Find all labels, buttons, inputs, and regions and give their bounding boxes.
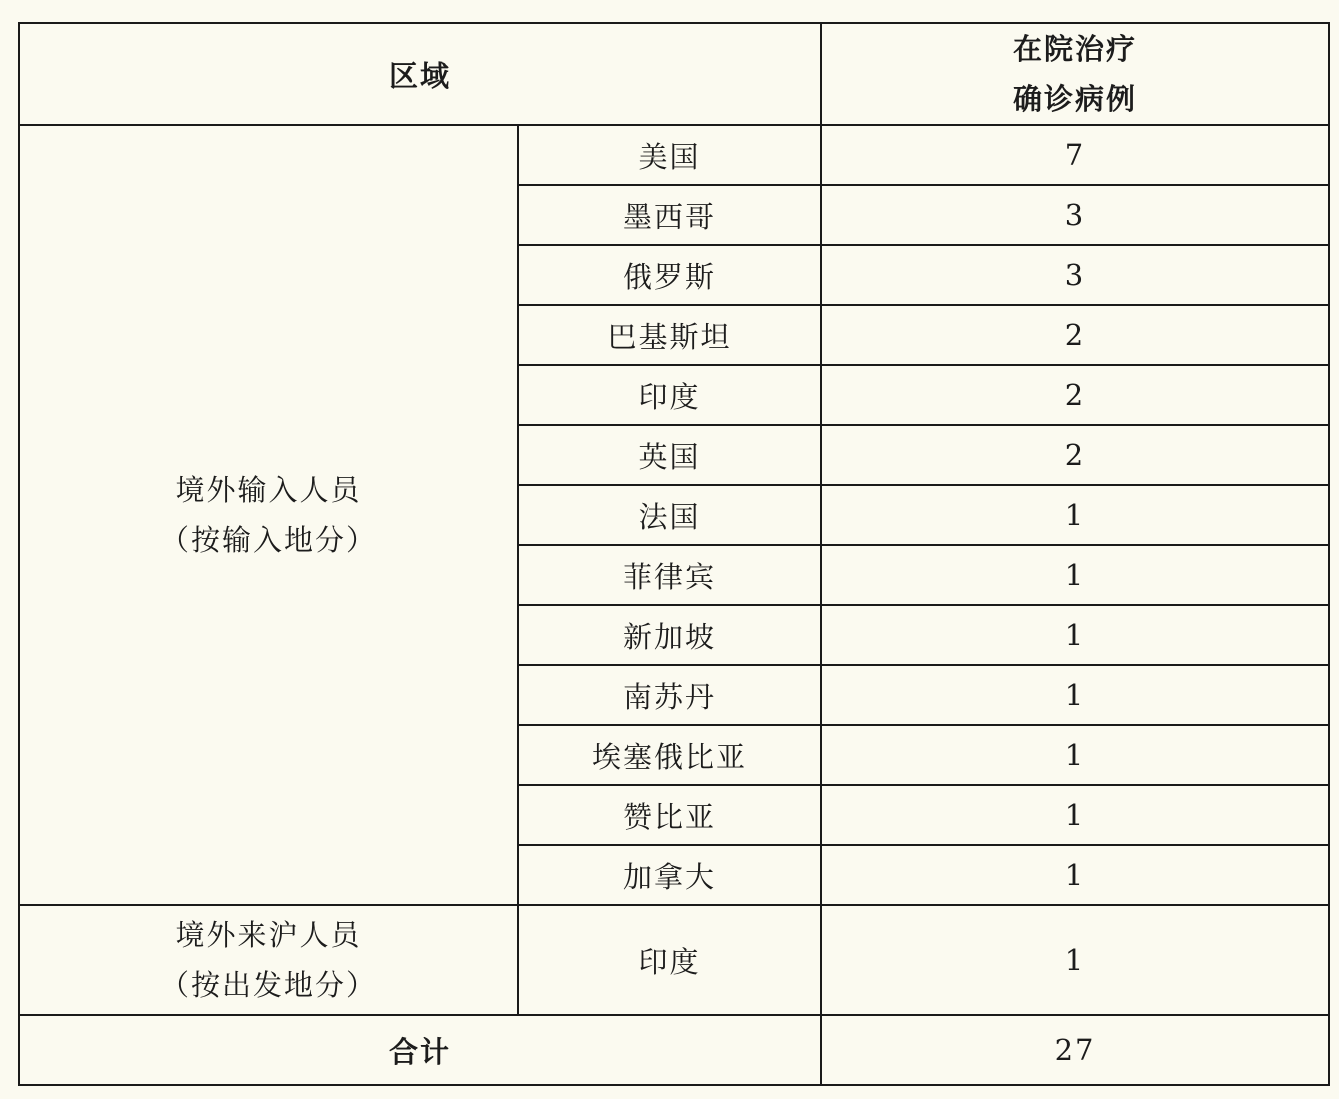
group-label-line1: 境外输入人员	[175, 473, 362, 507]
header-region: 区域	[19, 23, 821, 125]
country-cell: 墨西哥	[518, 185, 821, 245]
country-cell: 法国	[518, 485, 821, 545]
count-cell: 1	[821, 545, 1329, 605]
count-cell: 1	[821, 665, 1329, 725]
country-cell: 巴基斯坦	[518, 305, 821, 365]
cases-table	[18, 22, 1330, 1086]
country-cell: 俄罗斯	[518, 245, 821, 305]
country-cell: 赞比亚	[518, 785, 821, 845]
count-cell: 2	[821, 305, 1329, 365]
table-row	[19, 125, 1329, 185]
group-label-imported	[19, 125, 518, 905]
count-cell: 2	[821, 425, 1329, 485]
country-cell: 新加坡	[518, 605, 821, 665]
country-cell: 埃塞俄比亚	[518, 725, 821, 785]
count-cell: 3	[821, 245, 1329, 305]
country-cell: 菲律宾	[518, 545, 821, 605]
count-cell: 1	[821, 605, 1329, 665]
total-count: 27	[821, 1015, 1329, 1085]
header-cases-line2: 确诊病例	[1013, 82, 1138, 116]
group-label-line1: 境外来沪人员	[175, 918, 362, 952]
count-cell: 1	[821, 785, 1329, 845]
count-cell: 3	[821, 185, 1329, 245]
country-cell: 加拿大	[518, 845, 821, 905]
country-cell: 印度	[518, 905, 821, 1015]
count-cell: 1	[821, 725, 1329, 785]
count-cell: 7	[821, 125, 1329, 185]
header-cases-line1: 在院治疗	[1013, 32, 1138, 66]
table-row	[19, 905, 1329, 1015]
count-cell: 1	[821, 905, 1329, 1015]
country-cell: 印度	[518, 365, 821, 425]
count-cell: 2	[821, 365, 1329, 425]
country-cell: 美国	[518, 125, 821, 185]
count-cell: 1	[821, 845, 1329, 905]
table-header-row	[19, 23, 1329, 125]
header-cases	[821, 23, 1329, 125]
group-label-line2: （按出发地分）	[159, 968, 377, 1002]
country-cell: 英国	[518, 425, 821, 485]
total-row	[19, 1015, 1329, 1085]
group-label-line2: （按输入地分）	[159, 523, 377, 557]
total-label: 合计	[19, 1015, 821, 1085]
count-cell: 1	[821, 485, 1329, 545]
country-cell: 南苏丹	[518, 665, 821, 725]
group-label-arrivals	[19, 905, 518, 1015]
